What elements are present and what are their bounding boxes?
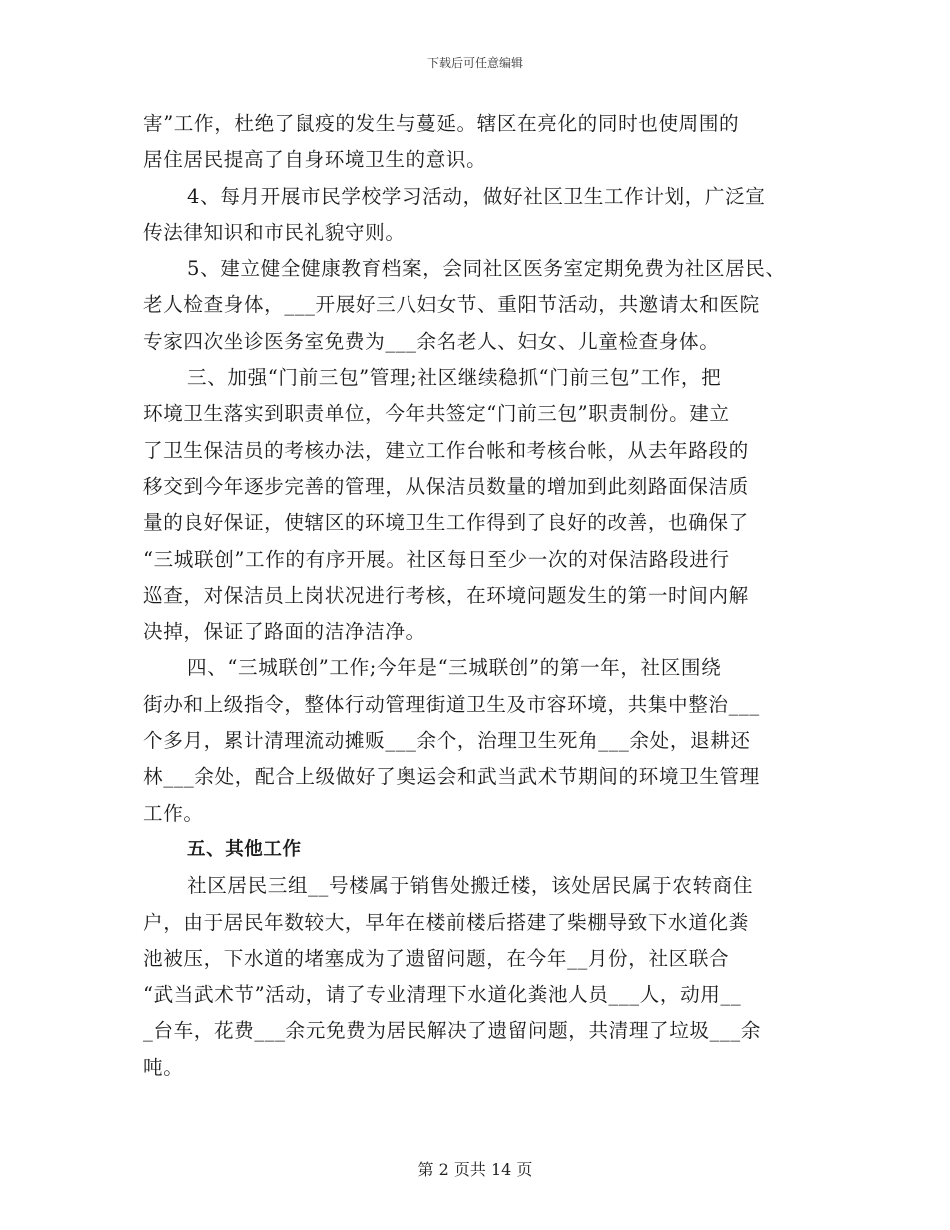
text-line: 5、建立健全健康教育档案，会同社区医务室定期免费为社区居民、 [187,257,786,281]
text-line: 三、加强“门前三包”管理;社区继续稳抓“门前三包”工作，把 [187,366,722,390]
text-line: “三城联创”工作的有序开展。社区每日至少一次的对保洁路段进行 [143,547,730,571]
text-line: 了卫生保洁员的考核办法，建立工作台帐和考核台帐，从去年路段的 [143,438,749,462]
text-line: 传法律知识和市民礼貌守则。 [143,220,406,244]
text-line: 池被压，下水道的堵塞成为了遗留问题，在今年__月份，社区联合 [143,946,730,970]
text-line: 个多月，累计清理流动摊贩___余个，治理卫生死角___余处，退耕还 [143,729,751,753]
text-line: 社区居民三组__号楼属于销售处搬迁楼，该处居民属于农转商住 [187,874,754,898]
text-line: 决掉，保证了路面的洁净洁净。 [143,620,426,644]
text-line: 害”工作，杜绝了鼠疫的发生与蔓延。辖区在亮化的同时也使周围的 [143,112,740,135]
document-body [143,106,813,1086]
text-line: 老人检查身体，___开展好三八妇女节、重阳节活动，共邀请太和医院 [143,293,760,317]
text-line: “武当武术节”活动，请了专业清理下水道化粪池人员___人，动用__ [143,983,742,1007]
text-line: 居住居民提高了自身环境卫生的意识。 [143,148,487,172]
page-header: 下载后可任意编辑 [426,56,523,70]
text-line: _台车，花费___余元免费为居民解决了遗留问题，共清理了垃圾___余 [143,1019,762,1043]
page-footer: 第 2 页共 14 页 [417,1160,533,1179]
section-heading: 五、其他工作 [187,838,302,860]
text-line: 吨。 [143,1055,184,1079]
text-line: 4、每月开展市民学校学习活动，做好社区卫生工作计划，广泛宣 [187,184,766,208]
text-line: 专家四次坐诊医务室免费为___余名老人、妇女、儿童检查身体。 [143,329,720,353]
text-line: 移交到今年逐步完善的管理，从保洁员数量的增加到此刻路面保洁质 [143,474,749,498]
text-line: 环境卫生落实到职责单位，今年共签定“门前三包”职责制份。建立 [143,402,730,426]
text-line: 户，由于居民年数较大，早年在楼前楼后搭建了柴棚导致下水道化粪 [143,910,749,934]
text-line: 巡查，对保洁员上岗状况进行考核，在环境问题发生的第一时间内解 [143,583,749,607]
text-line: 街办和上级指令，整体行动管理街道卫生及市容环境，共集中整治___ [143,692,760,716]
text-line: 量的良好保证，使辖区的环境卫生工作得到了良好的改善，也确保了 [143,511,749,535]
text-line: 四、“三城联创”工作;今年是“三城联创”的第一年，社区围绕 [187,656,722,680]
text-line: 工作。 [143,801,204,825]
text-line: 林___余处，配合上级做好了奥运会和武当武术节期间的环境卫生管理 [143,765,760,789]
